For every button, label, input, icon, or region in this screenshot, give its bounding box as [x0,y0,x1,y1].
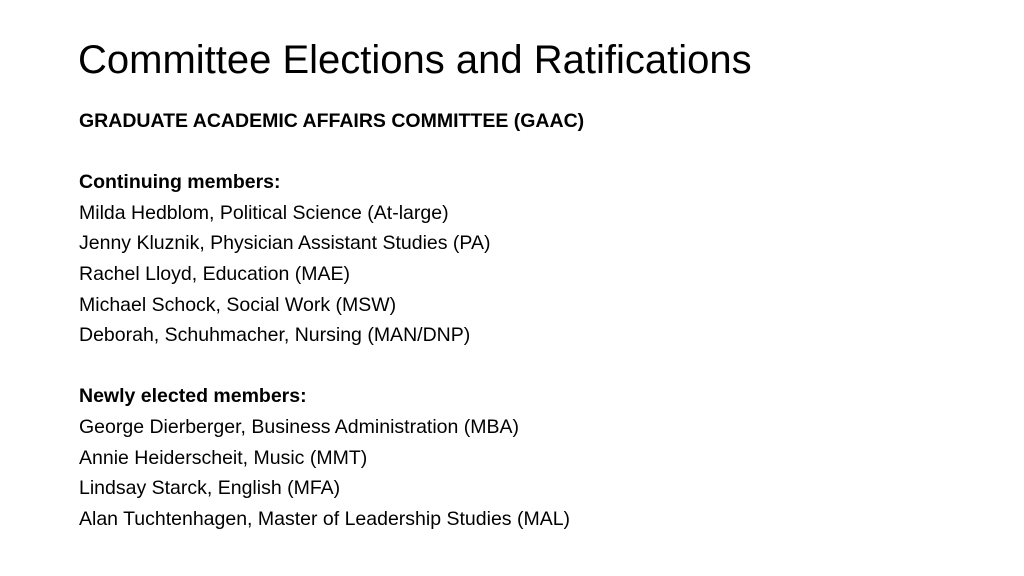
slide-content [79,106,979,534]
continuing-members-heading: Continuing members: [79,171,281,194]
continuing-member-item: Milda Hedblom, Political Science (At-large) [79,201,449,224]
spacer [79,137,979,168]
newly-elected-member-item: Lindsay Starck, English (MFA) [79,477,341,500]
newly-elected-member-item: Annie Heiderscheit, Music (MMT) [79,446,368,469]
continuing-member-item: Michael Schock, Social Work (MSW) [79,293,397,316]
spacer [79,351,979,382]
continuing-member-item: Deborah, Schuhmacher, Nursing (MAN/DNP) [79,324,471,347]
newly-elected-member-item: Alan Tuchtenhagen, Master of Leadership Studies (MAL) [79,507,571,530]
newly-elected-heading: Newly elected members: [79,385,307,408]
continuing-member-item: Rachel Lloyd, Education (MAE) [79,262,350,285]
continuing-member-item: Jenny Kluznik, Physician Assistant Studies (PA) [79,232,491,255]
committee-heading: GRADUATE ACADEMIC AFFAIRS COMMITTEE (GAAC) [79,110,585,132]
newly-elected-member-item: George Dierberger, Business Administration (MBA) [79,415,520,438]
slide-title: Committee Elections and Ratifications [78,38,752,82]
